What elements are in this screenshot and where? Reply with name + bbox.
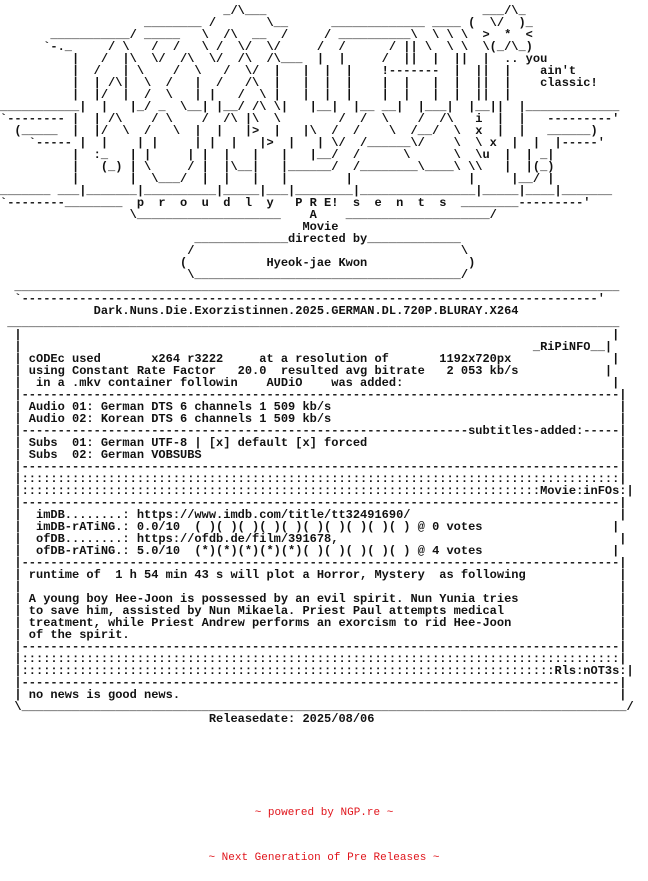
- nfo-line: | Subs 01: German UTF-8 | [x] default [x] forced |: [0, 436, 627, 450]
- nfo-line: |-----------------------------------------------------------------------------------|: [0, 676, 627, 690]
- nfo-line: | Subs 02: German VOBSUBS |: [0, 448, 627, 462]
- nfo-line: | / |\ \/ /\ \/ /\ /\___ | | / || | || | .. you: [0, 52, 548, 66]
- nfo-line: | :_ | | | | | | | |__/ / \ \ \u | | _|: [0, 148, 555, 162]
- nfo-line: | using Constant Rate Factor 20.0 resulted avg bitrate 2 053 kb/s |: [0, 364, 613, 378]
- nfo-line: |::::::::::::::::::::::::::::::::::::::::::::::::::::::::::::::::::::::::::Rls:nOT3s:|: [0, 664, 634, 678]
- nfo-line: | treatment, while Priest Andrew performs an exorcism to rid Hee-Joon |: [0, 616, 627, 630]
- nfo-line: |-----------------------------------------------------------------------------------|: [0, 556, 627, 570]
- footer-powered-by: ~ powered by NGP.re ~: [254, 807, 394, 819]
- nfo-line: ____________________________________________________________________________________: [0, 280, 620, 294]
- nfo-line: | (_) | \ / | |\__| |______/ /________\____\ \\ | |(_): [0, 160, 555, 174]
- nfo-line: Movie: [0, 220, 339, 234]
- nfo-line: (_____ | |/ \ / \ | | |> | |\ / / \ /__/ \ x | | ______): [0, 124, 598, 138]
- footer: [0, 776, 648, 881]
- nfo-line: `--------________ p r o u d l y P R E! s e n t s ________---------': [0, 196, 591, 210]
- nfo-line: | _RiPiNFO__|: [0, 340, 613, 354]
- nfo-line: |::::::::::::::::::::::::::::::::::::::::::::::::::::::::::::::::::::::::Movie:inFOs:|: [0, 484, 634, 498]
- nfo-line: | |: [0, 328, 620, 342]
- nfo-line: | runtime of 1 h 54 min 43 s will plot a Horror, Mystery as following |: [0, 568, 627, 582]
- nfo-line: _______ ___|_______|__________|_____|___|________|________________|_____|____|_______: [0, 184, 613, 198]
- nfo-line: |-----------------------------------------------------------------------------------|: [0, 496, 627, 510]
- nfo-line: ___________| | |_/ _ \__| |__/ /\ \| |__| |__ __| |___| |__|| |_____________: [0, 100, 620, 114]
- nfo-line: _____________directed by_____________: [0, 232, 461, 246]
- nfo-line: | no news is good news. |: [0, 688, 627, 702]
- nfo-line: | A young boy Hee-Joon is possessed by an evil spirit. Nun Yunia tries |: [0, 592, 627, 606]
- nfo-line: | | \___/ | | | | | | |__/ |: [0, 172, 555, 186]
- nfo-line: | / | \ / \ / \/ | | | | !------- | || | ain't: [0, 64, 577, 78]
- nfo-line: | imDB-rATiNG.: 0.0/10 ( )( )( )( )( )( )( )( )( )( ) @ 0 votes |: [0, 520, 620, 534]
- footer-tagline: ~ Next Generation of Pre Releases ~: [208, 852, 440, 864]
- nfo-line: `----- | | | | | | | |> | | \/ /______\/ \ \ x | | |-----': [0, 136, 605, 150]
- nfo-line: | cODEc used x264 r3222 at a resolution of 1192x720px |: [0, 352, 620, 366]
- nfo-line: | ofDB........: https://ofdb.de/film/391678, |: [0, 532, 627, 546]
- nfo-text-block: [0, 5, 648, 725]
- nfo-line: `--------------------------------------------------------------------------------': [0, 292, 605, 306]
- nfo-line: | Audio 01: German DTS 6 channels 1 509 kb/s |: [0, 400, 627, 414]
- nfo-line: _/\___ ___/\_: [0, 4, 526, 18]
- nfo-line: | |/ | / \ | | / \ | | | | | | | | || |: [0, 88, 512, 102]
- nfo-line: Releasedate: 2025/08/06: [0, 712, 375, 726]
- nfo-line: |-----------------------------------------------------------------------------------|: [0, 460, 627, 474]
- nfo-line: ___________/ _____ \ /\ __ / / __________\ \ \ \ > * <: [0, 28, 533, 42]
- nfo-line: |:::::::::::::::::::::::::::::::::::::::::::::::::::::::::::::::::::::::::::::::::::|: [0, 472, 627, 486]
- nfo-line: `-._ / \ / / \ / \/ \/ / / / || \ \ \ \(_/\_): [0, 40, 533, 54]
- nfo-line: | imDB........: https://www.imdb.com/title/tt32491690/ |: [0, 508, 627, 522]
- nfo-line: \____________________ A ____________________/: [0, 208, 497, 222]
- nfo-line: | |: [0, 580, 627, 594]
- nfo-line: \_____________________________________/: [0, 268, 469, 282]
- nfo-line: |-----------------------------------------------------------------------------------|: [0, 640, 627, 654]
- nfo-line: `-------- | | /\ / \ / /\ |\ \ / / \ / /\ i | | ---------': [0, 112, 620, 126]
- nfo-line: _____________________________________________________________________________________: [0, 316, 620, 330]
- nfo-line: |:::::::::::::::::::::::::::::::::::::::::::::::::::::::::::::::::::::::::::::::::::|: [0, 652, 627, 666]
- nfo-line: ( Hyeok-jae Kwon ): [0, 256, 476, 270]
- nfo-line: ________ / \__ _____________ ____ ( \/ )_: [0, 16, 533, 30]
- nfo-line: | to save him, assisted by Nun Mikaela. Priest Paul attempts medical |: [0, 604, 627, 618]
- nfo-line: | Audio 02: Korean DTS 6 channels 1 509 kb/s |: [0, 412, 627, 426]
- nfo-line: |-----------------------------------------------------------------------------------|: [0, 388, 627, 402]
- nfo-line: | ofDB-rATiNG.: 5.0/10 (*)(*)(*)(*)(*)( )( )( )( )( ) @ 4 votes |: [0, 544, 620, 558]
- nfo-line: |--------------------------------------------------------------subtitles-added:-----|: [0, 424, 627, 438]
- nfo-line: | | /\| \ / | / /\ | | | | | | | | || | classic!: [0, 76, 598, 90]
- nfo-line: \____________________________________________________________________________________/: [0, 700, 634, 714]
- nfo-line: / \: [0, 244, 469, 258]
- nfo-line: | of the spirit. |: [0, 628, 627, 642]
- nfo-line: Dark.Nuns.Die.Exorzistinnen.2025.GERMAN.DL.720P.BLURAY.X264: [0, 304, 519, 318]
- nfo-line: | in a .mkv container followin AUDiO was added: |: [0, 376, 620, 390]
